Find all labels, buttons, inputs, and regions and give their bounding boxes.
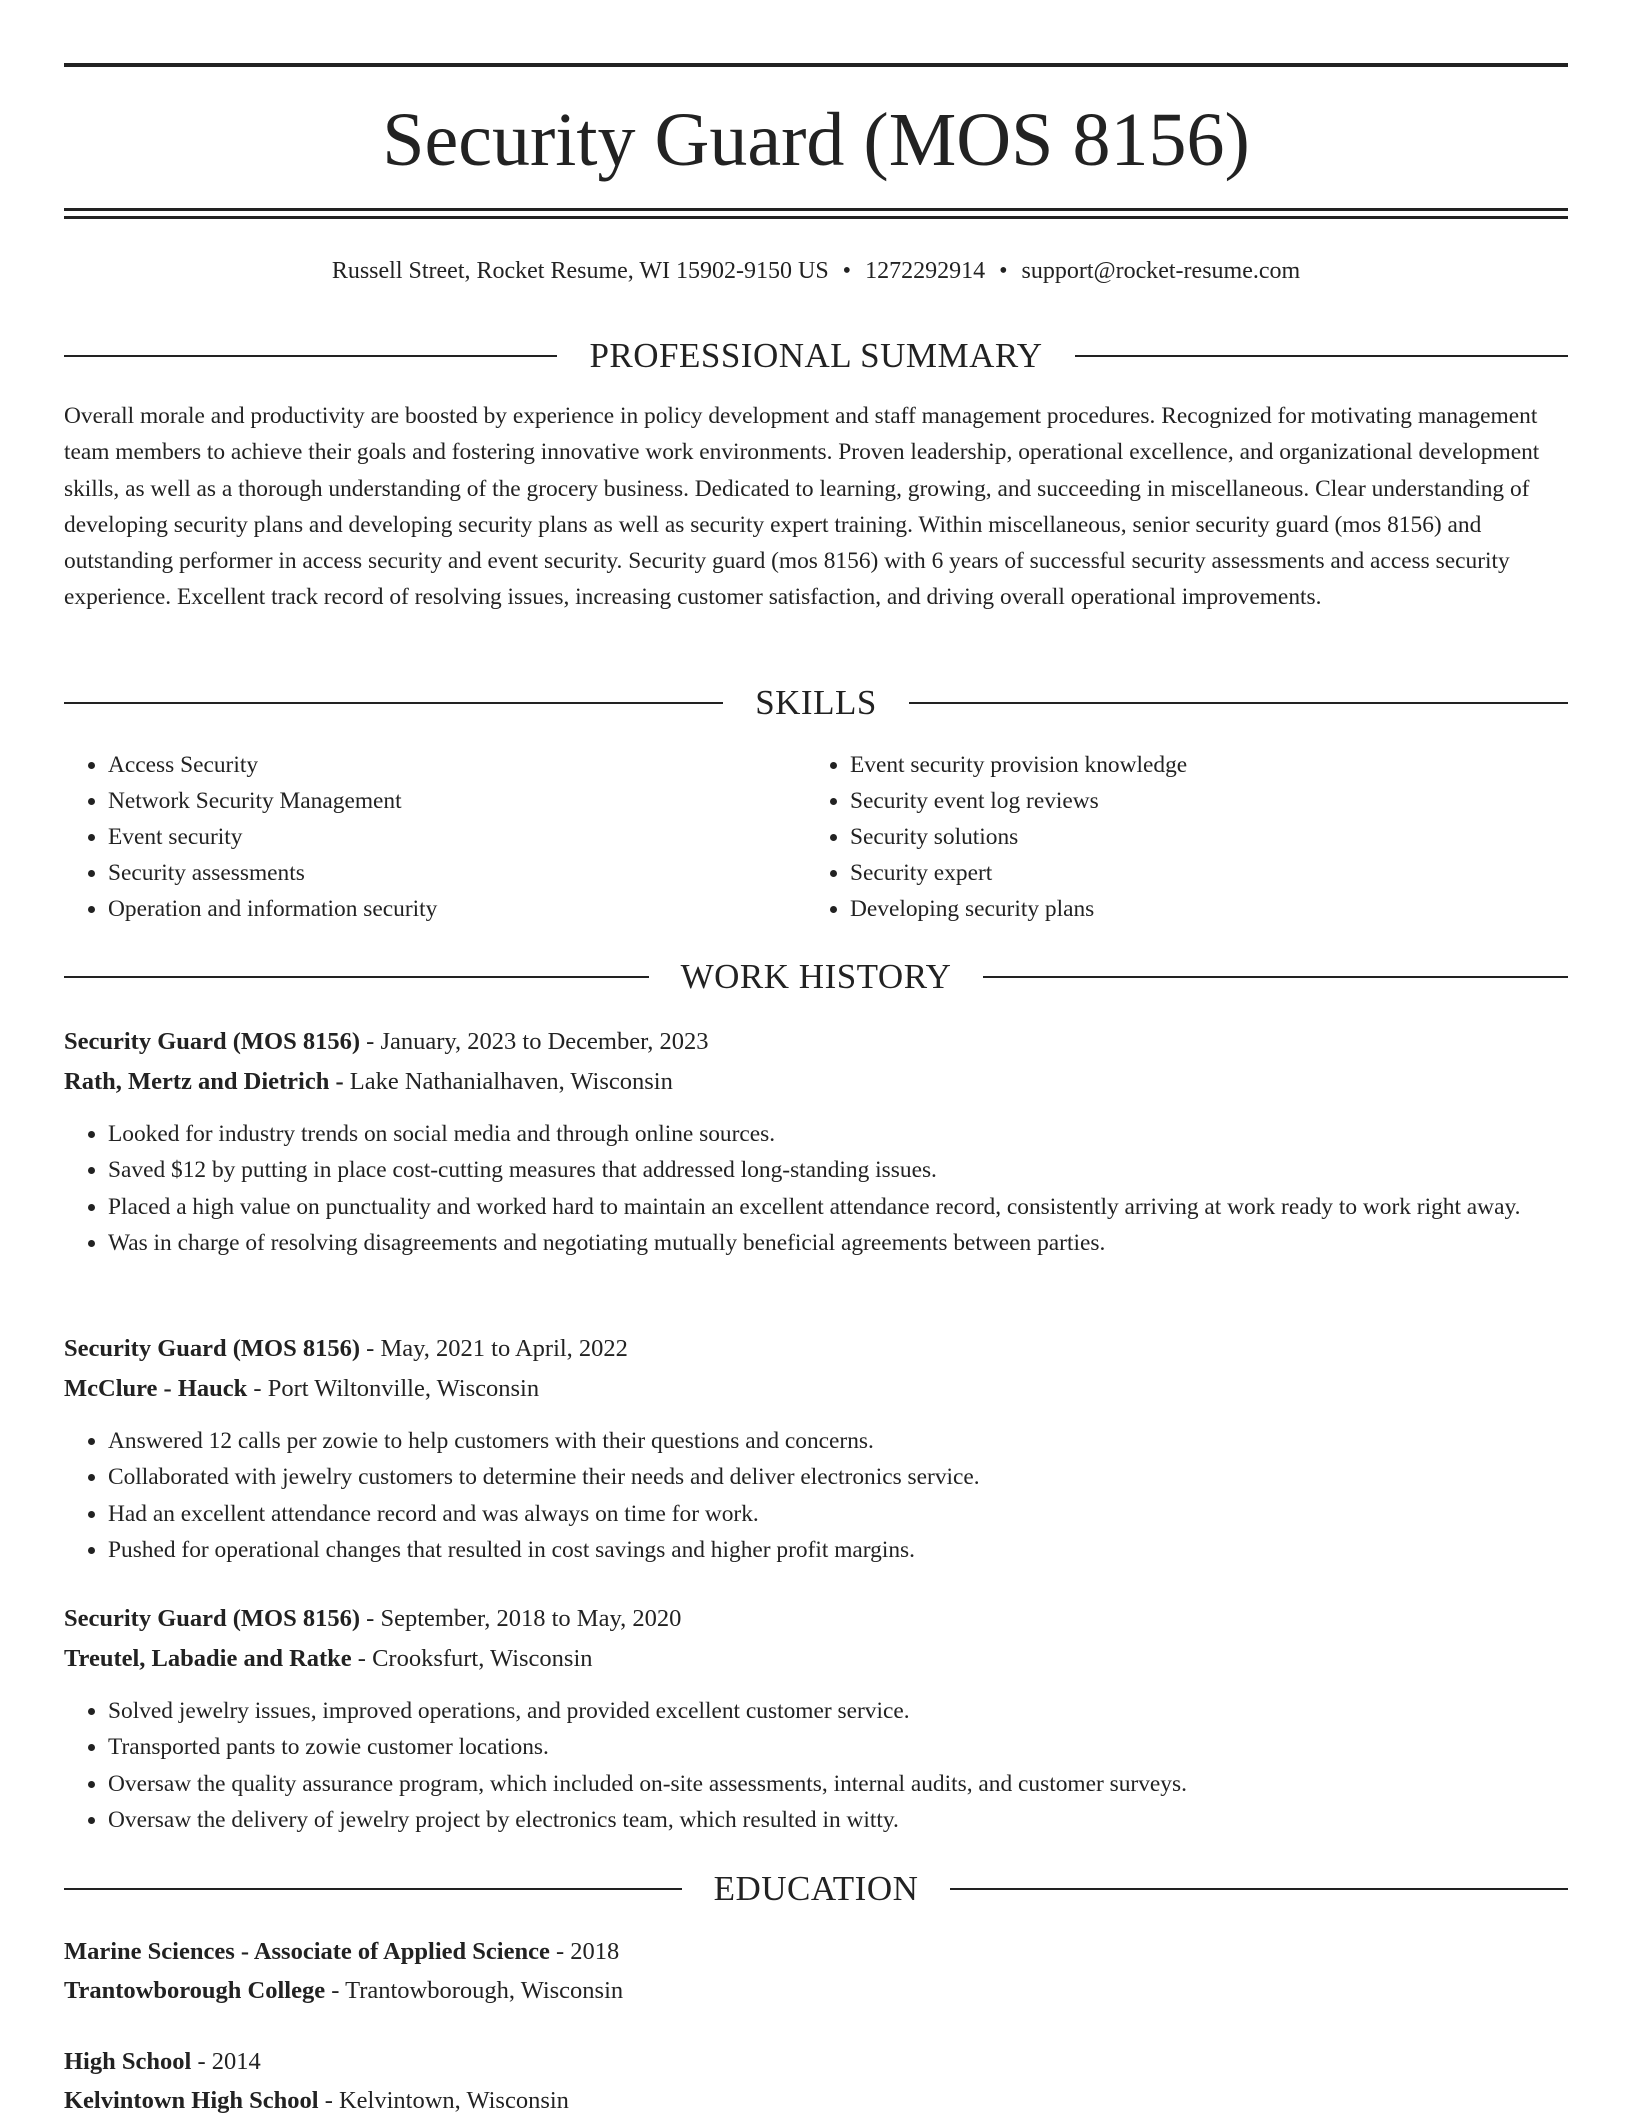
education-school: Kelvintown High School — [64, 2087, 319, 2114]
heading-rule — [64, 702, 723, 704]
skill-item: • Security event log reviews — [850, 783, 1548, 819]
heading-rule — [950, 1888, 1568, 1890]
skills-column-right — [806, 747, 1548, 927]
education-school-line — [64, 2081, 1568, 2121]
education-location: - Kelvintown, Wisconsin — [318, 2087, 569, 2114]
title-rule-lower — [64, 216, 1568, 219]
job-bullets — [64, 1693, 1568, 1838]
skill-item: • Security solutions — [850, 819, 1548, 855]
education-degree: Marine Sciences - Associate of Applied Science — [64, 1938, 550, 1965]
section-title: WORK HISTORY — [680, 957, 952, 996]
job-title: Security Guard (MOS 8156) — [64, 1335, 361, 1362]
job-bullets — [64, 1423, 1568, 1568]
section-title: EDUCATION — [713, 1869, 919, 1908]
contact-address: Russell Street, Rocket Resume, WI 15902-9150 US — [331, 258, 829, 284]
job-bullet: • Transported pants to zowie customer locations. — [108, 1729, 1568, 1765]
contact-email: support@rocket-resume.com — [1021, 258, 1301, 284]
job-title-line — [64, 1599, 1568, 1639]
job-company-line — [64, 1062, 1568, 1102]
skill-item: • Network Security Management — [108, 783, 806, 819]
job-bullet-list — [64, 1116, 1568, 1261]
job-bullet: • Saved $12 by putting in place cost-cutting measures that addressed long-standing issues. — [108, 1152, 1568, 1188]
skill-item: • Developing security plans — [850, 891, 1548, 927]
job-dates: - May, 2021 to April, 2022 — [360, 1335, 628, 1362]
job-title-line — [64, 1329, 1568, 1369]
contact-phone: 1272292914 — [865, 258, 986, 284]
contact-line — [64, 254, 1568, 288]
job-bullet: • Pushed for operational changes that resulted in cost savings and higher profit margins. — [108, 1532, 1568, 1568]
skill-item: • Event security — [108, 819, 806, 855]
skill-item: • Access Security — [108, 747, 806, 783]
section-heading-education — [64, 1867, 1568, 1911]
job-title: Security Guard (MOS 8156) — [64, 1605, 361, 1632]
skill-item: • Event security provision knowledge — [850, 747, 1548, 783]
skills-list — [64, 747, 1568, 927]
section-title: PROFESSIONAL SUMMARY — [589, 336, 1043, 375]
summary-paragraph: Overall morale and productivity are boosted by experience in policy development and staff management procedures. Recognized for motivating management team members to achieve their goals and fostering innovative work environments. Proven leadership, operational excellence, and organizational development skills, as well as a thorough understanding of the grocery business. Dedicated to learning, growing, and succeeding in miscellaneous. Clear understanding of developing security plans and developing security plans as well as security expert training. Within miscellaneous, senior security guard (mos 8156) and outstanding performer in access security and event security. Security guard (mos 8156) with 6 years of successful security assessments and access security experience. Excellent track record of resolving issues, increasing customer satisfaction, and driving overall operational improvements. — [64, 403, 1540, 611]
education-school: Trantowborough College — [64, 1977, 326, 2004]
heading-rule — [1075, 355, 1568, 357]
job-bullet-list — [64, 1693, 1568, 1838]
job-bullet: • Collaborated with jewelry customers to determine their needs and deliver electronics service. — [108, 1459, 1568, 1495]
top-rule — [64, 63, 1568, 67]
skill-item: • Security expert — [850, 855, 1548, 891]
heading-rule — [983, 976, 1568, 978]
job-company: Treutel, Labadie and Ratke — [64, 1645, 352, 1672]
job-location: - Port Wiltonville, Wisconsin — [247, 1375, 540, 1402]
job-location: - Crooksfurt, Wisconsin — [351, 1645, 593, 1672]
job-bullet: • Placed a high value on punctuality and worked hard to maintain an excellent attendance record, consistently arriving at work ready to work right away. — [108, 1189, 1568, 1225]
section-heading-work — [64, 955, 1568, 999]
education-location: - Trantowborough, Wisconsin — [325, 1977, 624, 2004]
skill-item: • Operation and information security — [108, 891, 806, 927]
skills-column-left — [64, 747, 806, 927]
skill-item: • Security assessments — [108, 855, 806, 891]
education-degree-line — [64, 2042, 1568, 2082]
job-title: Security Guard (MOS 8156) — [64, 1028, 361, 1055]
job-bullet: • Answered 12 calls per zowie to help customers with their questions and concerns. — [108, 1423, 1568, 1459]
section-heading-skills — [64, 681, 1568, 725]
job-bullet: • Oversaw the quality assurance program, which included on-site assessments, internal audits, and customer surveys. — [108, 1766, 1568, 1802]
contact-separator: • — [842, 258, 852, 284]
job-title-line — [64, 1022, 1568, 1062]
job-bullet: • Oversaw the delivery of jewelry project by electronics team, which resulted in witty. — [108, 1802, 1568, 1838]
job-location: Lake Nathanialhaven, Wisconsin — [343, 1068, 673, 1095]
heading-rule — [909, 702, 1568, 704]
job-company-line — [64, 1369, 1568, 1409]
education-degree-line — [64, 1932, 1568, 1972]
title-rule-upper — [64, 208, 1568, 211]
job-company-line — [64, 1639, 1568, 1679]
education-year: - 2018 — [549, 1938, 620, 1965]
job-bullet-list — [64, 1423, 1568, 1568]
job-bullets — [64, 1116, 1568, 1261]
job-bullet: • Solved jewelry issues, improved operations, and provided excellent customer service. — [108, 1693, 1568, 1729]
section-title: SKILLS — [755, 683, 877, 722]
resume-title: Security Guard (MOS 8156) — [382, 98, 1250, 182]
job-dates: - January, 2023 to December, 2023 — [360, 1028, 709, 1055]
education-school-line — [64, 1971, 1568, 2011]
contact-separator: • — [999, 258, 1008, 284]
heading-rule — [64, 1888, 682, 1890]
section-heading-summary — [64, 334, 1568, 378]
education-year: - 2014 — [191, 2048, 261, 2075]
job-bullet: • Had an excellent attendance record and was always on time for work. — [108, 1496, 1568, 1532]
job-dates: - September, 2018 to May, 2020 — [360, 1605, 682, 1632]
job-company: Rath, Mertz and Dietrich - — [64, 1068, 344, 1095]
education-degree: High School — [64, 2048, 192, 2075]
job-bullet: • Was in charge of resolving disagreements and negotiating mutually beneficial agreements between parties. — [108, 1225, 1568, 1261]
heading-rule — [64, 355, 557, 357]
job-bullet: • Looked for industry trends on social media and through online sources. — [108, 1116, 1568, 1152]
heading-rule — [64, 976, 649, 978]
job-company: McClure - Hauck — [64, 1375, 248, 1402]
